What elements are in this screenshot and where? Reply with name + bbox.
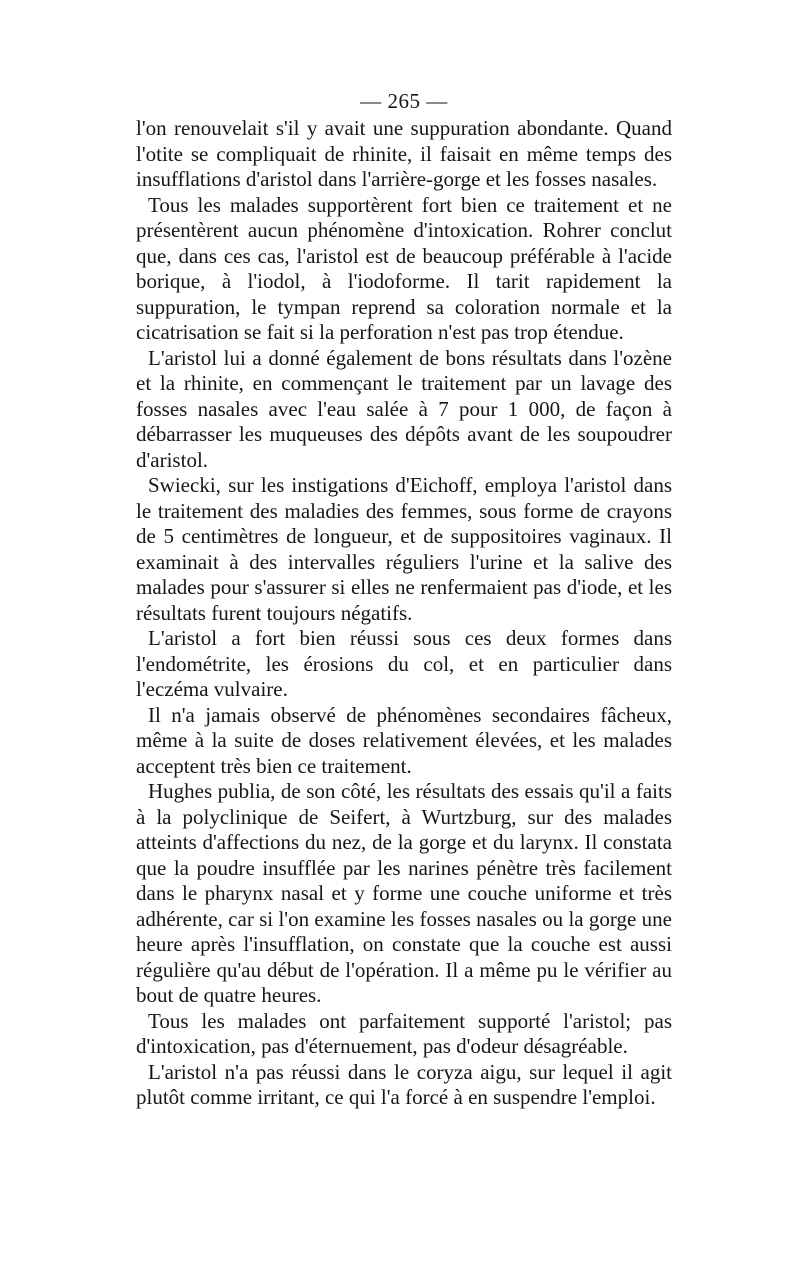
paragraph: L'aristol a fort bien réussi sous ces deux formes dans l'endométrite, les érosions du col, et en particulier dans l'eczéma vulvaire. <box>136 626 672 701</box>
paragraph: Il n'a jamais observé de phénomènes secondaires fâcheux, même à la suite de doses relativement élevées, et les malades acceptent très bien ce traitement. <box>136 702 672 778</box>
paragraph: Tous les malades supportèrent fort bien ce traitement et ne présentèrent aucun phénomène d'intoxication. Rohrer conclut que, dans ces cas, l'aristol est de beaucoup préférable à l'acide borique, à l'iodol, à l'iodoforme. Il tarit rapidement la suppuration, le tympan reprend sa coloration normale et la cicatrisation se fait si la perforation n'est pas trop étendue. <box>136 192 672 344</box>
page-number: — 265 — <box>360 89 448 113</box>
book-page <box>136 88 672 1111</box>
paragraph: Tous les malades ont parfaitement supporté l'aristol; pas d'intoxication, pas d'éternuement, pas d'odeur désagréable. <box>136 1008 672 1058</box>
body-text <box>136 116 672 1111</box>
paragraph: Hughes publia, de son côté, les résultats des essais qu'il a faits à la polyclinique de Seifert, à Wurtzburg, sur des malades atteints d'affections du nez, de la gorge et du larynx. Il constata que la poudre insufflée par les narines pénètre très facilement dans le pharynx nasal et y forme une couche uniforme et très adhérente, car si l'on examine les fosses nasales ou la gorge une heure après l'insufflation, on constate que la couche est aussi régulière qu'au début de l'opération. Il a même pu le vérifier au bout de quatre heures. <box>136 779 672 1007</box>
paragraph: L'aristol n'a pas réussi dans le coryza aigu, sur lequel il agit plutôt comme irritant, ce qui l'a forcé à en suspendre l'emploi. <box>136 1059 672 1109</box>
paragraph: Swiecki, sur les instigations d'Eichoff, employa l'aristol dans le traitement des maladies des femmes, sous forme de crayons de 5 centimètres de longueur, et de suppositoires vaginaux. Il examinait à des intervalles réguliers l'urine et la salive des malades pour s'assurer si elles ne renfermaient pas d'iode, et les résultats furent toujours négatifs. <box>136 473 672 625</box>
paragraph: l'on renouvelait s'il y avait une suppuration abondante. Quand l'otite se compliquait de rhinite, il faisait en même temps des insufflations d'aristol dans l'arrière-gorge et les fosses nasales. <box>136 116 672 191</box>
paragraph: L'aristol lui a donné également de bons résultats dans l'ozène et la rhinite, en commençant le traitement par un lavage des fosses nasales avec l'eau salée à 7 pour 1 000, de façon à débarrasser les muqueuses des dépôts avant de les soupoudrer d'aristol. <box>136 345 672 472</box>
